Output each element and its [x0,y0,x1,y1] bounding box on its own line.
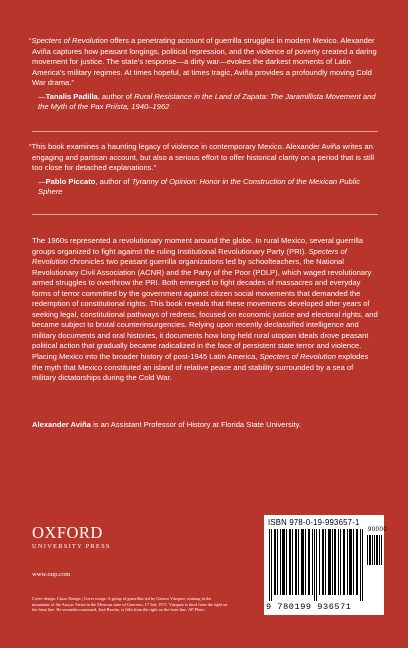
cover-credits: Cover design: Cinzo Design | Cover image: A group of guerrillas led by Genaro Vázquez, training in the mountains of the Atoyac Sierra in the Mexican state of Guerrero, 17 July 1971. Vázquez is third from the right on the front line. He secondin-command, José Bracho, is fifth from the right on the front line. AP Photo. [32,596,228,613]
price-code: 90000 [368,527,388,533]
book-description [32,236,378,384]
open-quote: “ [29,36,32,45]
ean-digits: 9 780199 936571 [266,602,352,612]
publisher-url[interactable]: www.oup.com [32,571,71,578]
author-bio [32,420,378,431]
isbn-label: ISBN 978-0-19-993657-1 [268,518,360,527]
divider [32,214,378,215]
book-title-inline: Specters of Revolution [32,246,347,267]
book-title-inline: Specters of Revolution [259,352,336,362]
author-bio-text: is an Assistant Professor of History at Florida State University. [90,420,301,429]
description-text: chronicles two peasant guerrilla organizations led by schoolteachers, the National Revolutionary Civil Association (ACNR) and the Party of the Poor (PDLP), which waged revolutionary armed struggles to overthrow the PRI. Both emerged to fight decades of massacres and everyday forms of terror committed by the government against citizen social movements that demanded the redemption of constitutional rights. This book reveals that these movements developed after years of seeking legal, constitutional pathways of redress, focused on economic justice and electoral rights, and became subject to brutal counterinsurgencies. Relying upon recently declassified intelligence and military documents and oral histories, it documents how long-held rural utopian ideals drove peasant political action that gradually became radicalized in the face of persistent state terror and violence. Placing Mexico into the broader history of post-1945 Latin America, [32,257,378,362]
endorsement-1-attribution [38,92,378,113]
endorsement-1 [29,36,378,113]
endorsement-1-text: offers a penetrating account of guerrilla struggles in modern Mexico. Alexander Aviña captures how peasant longings, political repression, and the violence of poverty created a daring movement for justice. The state’s response—a dirty war—evokes the darkest moments of Latin America’s military regimes. At times hopeful, at times tragic, Aviña provides a profoundly moving Cold War drama.” [32,36,377,88]
endorser-name: Pablo Piccato [45,176,96,186]
author-name: Alexander Aviña [32,420,91,429]
endorser-affiliation: , author of [95,176,132,186]
endorser-name: Tanalis Padilla [45,91,98,101]
ean-barcode [267,529,367,601]
endorser-book-title: Tyranny of Opinion: Honor in the Construction of the Mexican Public Sphere [38,176,360,197]
attribution-dash: — [38,176,46,186]
description-text: The 1960s represented a revolutionary moment around the globe. In rural Mexico, several guerrilla groups organized to fight against the ruling Institutional Revolutionary Party (PRI). [32,236,363,256]
description-text: explodes the myth that Mexico constituted an island of relative peace and stability surrounded by a sea of military dictatorships during the Cold War. [32,352,369,383]
quoted-book-title: Specters of Revolution [31,36,108,45]
price-barcode [367,535,383,565]
endorser-affiliation: , author of [97,91,135,101]
divider [32,131,378,132]
endorsement-2-text: “This book examines a haunting legacy of violence in contemporary Mexico. Alexander Aviña writes an engaging and partisan account, but also a serious effort to offer historical clarity on a period that is still too close for detached explanations.” [29,142,375,173]
attribution-dash: — [38,91,46,101]
endorsement-1-quote [29,36,378,89]
endorser-book-title: Rural Resistance in the Land of Zapata: The Jaramillista Movement and the Myth of the Pax Priísta, 1940–1962 [38,91,376,112]
isbn-barcode-block [264,515,388,615]
publisher-name: OXFORD [32,523,103,542]
publisher-subtitle: UNIVERSITY PRESS [32,543,111,550]
publisher-logo [32,524,111,551]
endorsement-2-attribution [38,177,378,198]
endorsement-2-quote [29,142,378,174]
endorsement-2 [29,142,378,198]
